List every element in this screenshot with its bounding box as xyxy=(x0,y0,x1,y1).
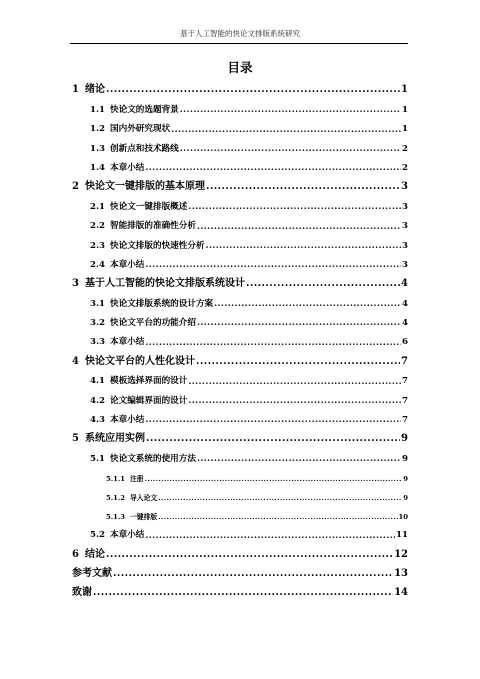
toc-entry-label: 模板选择界面的设计 xyxy=(110,376,188,387)
toc-entry-page: 10 xyxy=(398,512,408,521)
toc-entry-page: 9 xyxy=(403,493,408,502)
dot-leader xyxy=(197,319,401,328)
toc-entry-page: 7 xyxy=(402,415,408,426)
toc-entry-label: 快论文排版的快速性分析 xyxy=(110,240,205,251)
toc-entry-section[interactable] xyxy=(72,309,408,328)
toc-entry-page: 14 xyxy=(394,587,408,599)
toc-entry-number: 5.2 xyxy=(90,530,105,541)
dot-leader xyxy=(171,126,401,135)
toc-entry-page: 1 xyxy=(402,124,408,135)
toc-entry-label: 快论文平台的人性化设计 xyxy=(85,355,195,367)
toc-title: 目录 xyxy=(227,60,253,75)
toc-entry-page: 12 xyxy=(394,548,408,560)
toc-entry-number: 4.1 xyxy=(90,376,105,387)
dot-leader xyxy=(106,550,393,560)
dot-leader xyxy=(188,378,401,387)
toc-entry-section[interactable] xyxy=(72,444,408,463)
toc-entry-label: 本章小结 xyxy=(110,337,145,348)
toc-entry-number: 2.4 xyxy=(90,259,105,270)
dot-leader xyxy=(196,357,400,367)
dot-leader xyxy=(145,416,401,425)
dot-leader xyxy=(145,164,401,173)
toc-entry-label: 快论文一键排版的基本原理 xyxy=(85,181,205,193)
dot-leader xyxy=(93,588,393,598)
toc-entry-number: 5.1.1 xyxy=(106,474,125,483)
toc-entry-section[interactable] xyxy=(72,212,408,231)
toc-entry-number: 2 xyxy=(72,181,79,193)
dot-leader xyxy=(145,476,403,483)
toc-entry-label: 参考文献 xyxy=(72,567,112,579)
toc-entry-label: 智能排版的准确性分析 xyxy=(110,221,196,232)
toc-entry-section[interactable] xyxy=(72,154,408,173)
toc-entry-section[interactable] xyxy=(72,134,408,153)
toc-entry-page: 9 xyxy=(402,453,408,464)
toc-entry-label: 注册 xyxy=(130,474,144,483)
toc-entry-page: 4 xyxy=(402,318,408,329)
toc-entry-section[interactable] xyxy=(72,95,408,114)
toc-entry-section[interactable] xyxy=(72,231,408,250)
toc-entry-chapter[interactable] xyxy=(72,173,408,192)
toc-entry-section[interactable] xyxy=(72,328,408,347)
toc-entry-page: 7 xyxy=(402,376,408,387)
toc-entry-number: 3 xyxy=(72,278,79,290)
toc-entry-page: 11 xyxy=(396,530,408,541)
toc-entry-section[interactable] xyxy=(72,251,408,270)
toc-entry-number: 1.2 xyxy=(90,124,105,135)
toc-entry-page: 6 xyxy=(402,337,408,348)
toc-entry-number: 3.2 xyxy=(90,318,105,329)
dot-leader xyxy=(180,106,401,115)
toc-entry-number: 4.3 xyxy=(90,415,105,426)
toc-entry-number: 4 xyxy=(72,355,79,367)
toc-entry-label: 本章小结 xyxy=(110,415,145,426)
toc-entry-number: 2.1 xyxy=(90,201,105,212)
toc-entry-label: 快论文平台的功能介绍 xyxy=(110,318,196,329)
toc-entry-chapter[interactable] xyxy=(72,347,408,366)
toc-entry-number: 2.3 xyxy=(90,240,105,251)
dot-leader xyxy=(197,223,401,232)
toc-entry-page: 3 xyxy=(402,201,408,212)
dot-leader xyxy=(146,434,400,444)
toc-entry-subsection[interactable] xyxy=(72,502,408,521)
toc-entry-label: 系统应用实例 xyxy=(85,433,145,445)
toc-entry-subsection[interactable] xyxy=(72,483,408,502)
toc-entry-label: 致谢 xyxy=(72,587,92,599)
toc-entry-number: 1.1 xyxy=(90,104,105,115)
toc-entry-page: 1 xyxy=(401,84,408,96)
toc-entry-page: 9 xyxy=(401,433,408,445)
dot-leader xyxy=(158,495,402,502)
toc-entry-page: 2 xyxy=(402,162,408,173)
toc-entry-label: 国内外研究现状 xyxy=(110,124,171,135)
running-header: 基于人工智能的快论文排版系统研究 xyxy=(180,29,300,38)
table-of-contents xyxy=(72,76,408,598)
toc-entry-page: 3 xyxy=(402,221,408,232)
toc-entry-page: 9 xyxy=(403,474,408,483)
toc-entry-label: 基于人工智能的快论文排版系统设计 xyxy=(85,278,245,290)
toc-entry-references[interactable] xyxy=(72,560,408,579)
dot-leader xyxy=(188,203,401,212)
toc-entry-page: 2 xyxy=(402,143,408,154)
toc-entry-label: 创新点和技术路线 xyxy=(110,143,179,154)
toc-entry-subsection[interactable] xyxy=(72,464,408,483)
header-divider xyxy=(70,43,408,44)
toc-entry-number: 5.1.2 xyxy=(106,493,125,502)
toc-entry-label: 论文编辑界面的设计 xyxy=(110,395,188,406)
toc-entry-number: 5.1.3 xyxy=(106,512,125,521)
toc-entry-page: 4 xyxy=(401,278,408,290)
toc-entry-number: 1.3 xyxy=(90,143,105,154)
toc-entry-number: 5 xyxy=(72,433,79,445)
dot-leader xyxy=(206,182,400,192)
toc-entry-page: 7 xyxy=(401,355,408,367)
toc-entry-page: 7 xyxy=(402,395,408,406)
toc-entry-number: 3.1 xyxy=(90,298,105,309)
toc-entry-section[interactable] xyxy=(72,406,408,425)
toc-entry-number: 6 xyxy=(72,548,79,560)
toc-entry-label: 一键排版 xyxy=(130,512,158,521)
dot-leader xyxy=(180,145,401,154)
dot-leader xyxy=(246,279,400,289)
toc-entry-label: 快论文系统的使用方法 xyxy=(110,453,196,464)
dot-leader xyxy=(188,397,401,406)
toc-entry-section[interactable] xyxy=(72,386,408,405)
dot-leader xyxy=(197,455,401,464)
toc-entry-section[interactable] xyxy=(72,521,408,540)
toc-entry-label: 导入论文 xyxy=(130,493,158,502)
toc-entry-page: 3 xyxy=(402,240,408,251)
toc-entry-page: 3 xyxy=(401,181,408,193)
toc-entry-label: 结论 xyxy=(85,548,105,560)
toc-entry-chapter[interactable] xyxy=(72,425,408,444)
toc-entry-label: 快论文一键排版概述 xyxy=(110,201,188,212)
toc-entry-section[interactable] xyxy=(72,192,408,211)
toc-entry-chapter[interactable] xyxy=(72,76,408,95)
toc-entry-section[interactable] xyxy=(72,367,408,386)
dot-leader xyxy=(145,339,401,348)
toc-entry-section[interactable] xyxy=(72,115,408,134)
toc-entry-number: 2.2 xyxy=(90,221,105,232)
dot-leader xyxy=(145,261,401,270)
toc-entry-page: 3 xyxy=(402,259,408,270)
toc-entry-chapter[interactable] xyxy=(72,270,408,289)
toc-entry-label: 本章小结 xyxy=(110,530,145,541)
dot-leader xyxy=(106,85,400,95)
toc-entry-section[interactable] xyxy=(72,289,408,308)
toc-entry-chapter[interactable] xyxy=(72,540,408,559)
dot-leader xyxy=(113,569,393,579)
toc-entry-page: 13 xyxy=(394,567,408,579)
dot-leader xyxy=(145,532,395,541)
toc-entry-label: 绪论 xyxy=(85,84,105,96)
toc-entry-number: 5.1 xyxy=(90,453,105,464)
toc-entry-acknowledgements[interactable] xyxy=(72,579,408,598)
toc-entry-page: 4 xyxy=(402,298,408,309)
toc-entry-label: 快论文的选题背景 xyxy=(110,104,179,115)
toc-entry-label: 快论文排版系统的设计方案 xyxy=(110,298,214,309)
toc-entry-page: 1 xyxy=(402,104,408,115)
toc-entry-label: 本章小结 xyxy=(110,259,145,270)
toc-entry-number: 4.2 xyxy=(90,395,105,406)
toc-entry-number: 1.4 xyxy=(90,162,105,173)
dot-leader xyxy=(206,242,401,251)
dot-leader xyxy=(158,514,397,521)
dot-leader xyxy=(214,300,401,309)
toc-entry-label: 本章小结 xyxy=(110,162,145,173)
toc-entry-number: 1 xyxy=(72,84,79,96)
toc-entry-number: 3.3 xyxy=(90,337,105,348)
